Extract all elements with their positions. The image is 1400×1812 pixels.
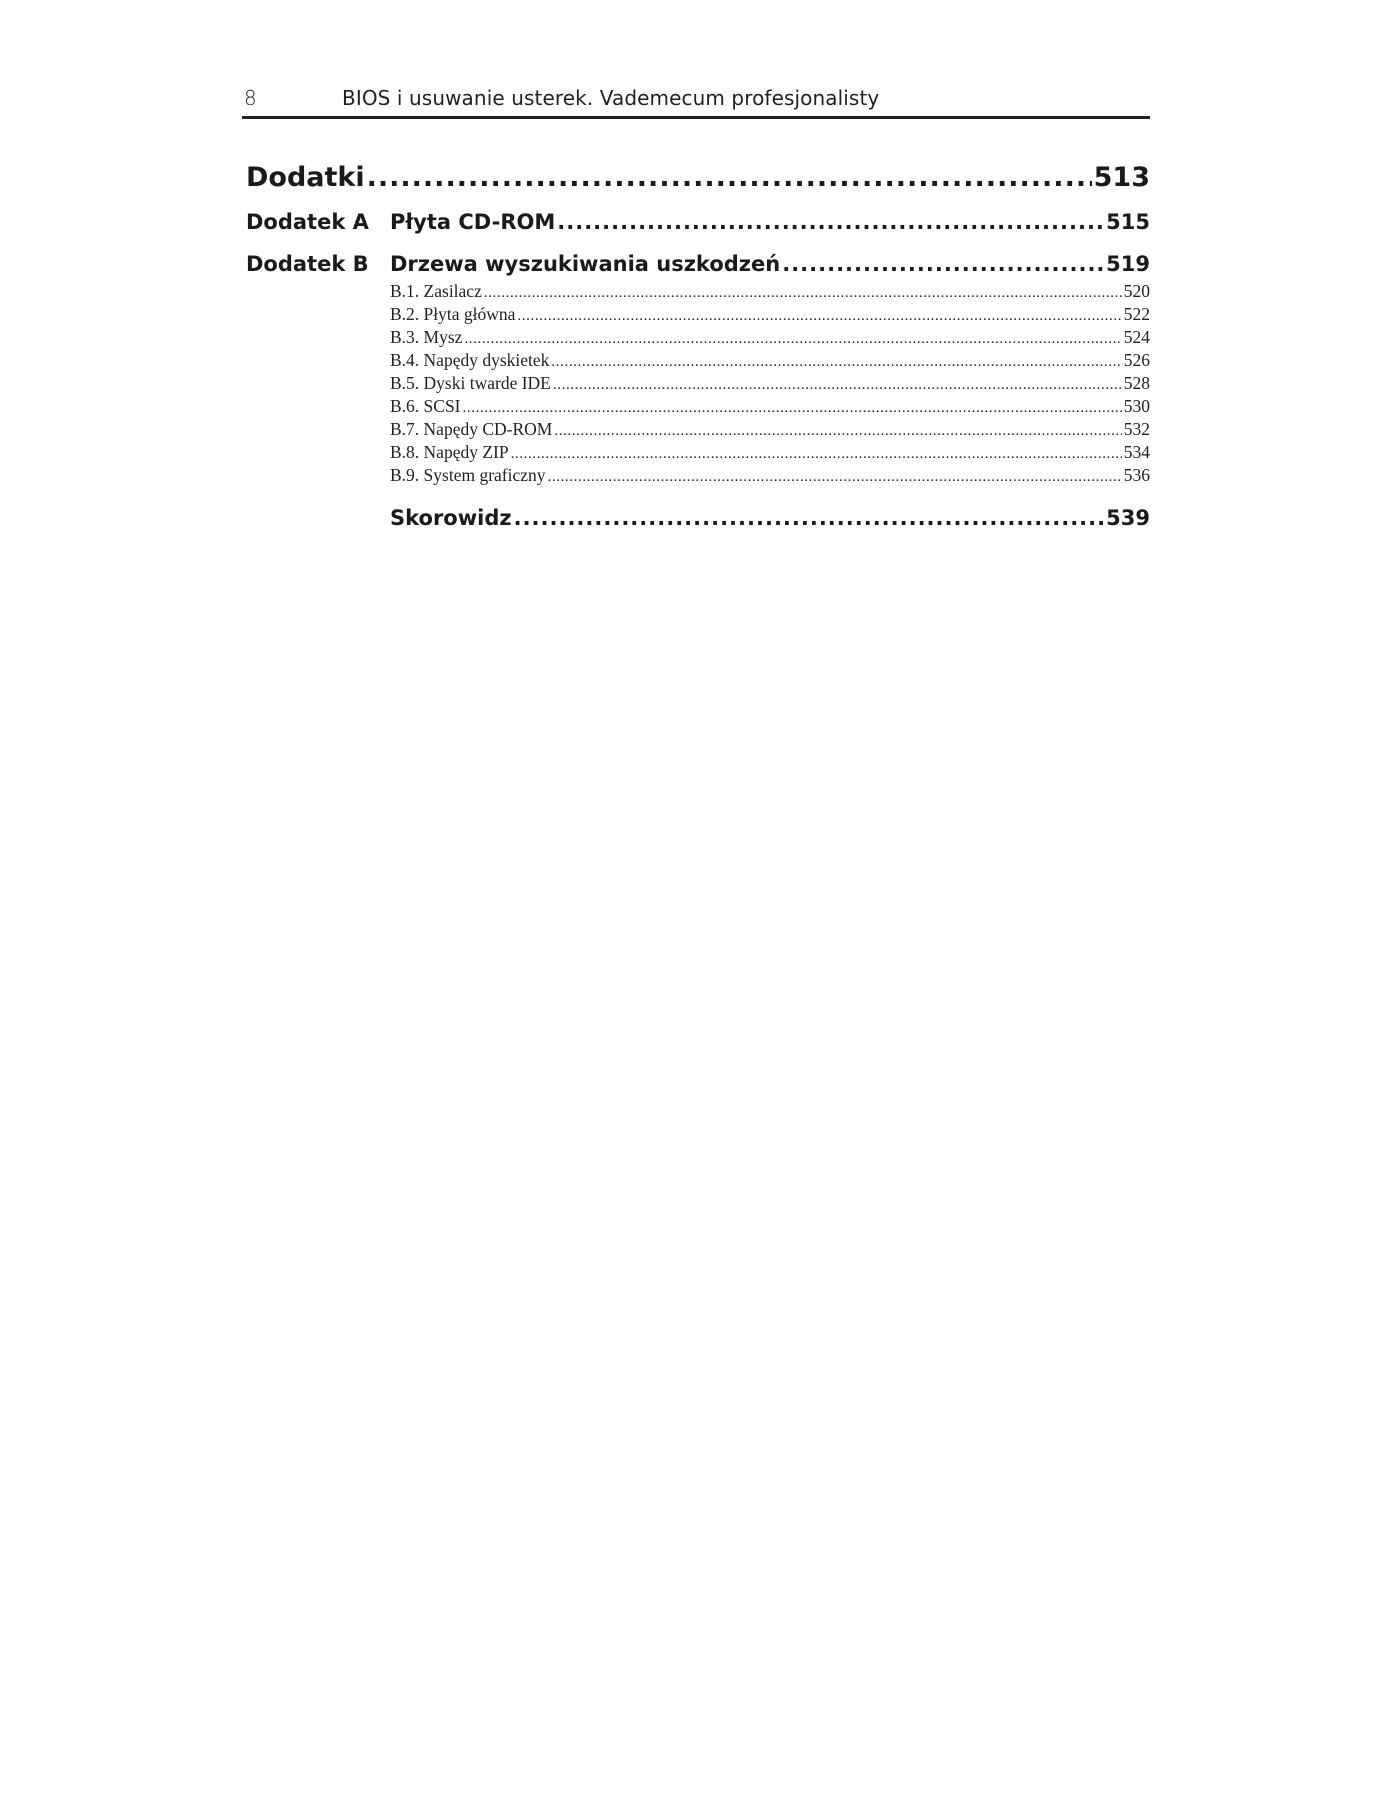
dot-leader	[554, 423, 1121, 440]
section-page: 524	[1123, 327, 1150, 347]
toc-entry-section[interactable]	[390, 304, 1150, 325]
dot-leader	[782, 252, 1104, 276]
toc-entry-appendix-a[interactable]	[390, 210, 1150, 234]
section-title: B.1. Zasilacz	[390, 281, 482, 301]
dot-leader	[367, 162, 1092, 193]
dot-leader	[517, 308, 1121, 325]
section-title: B.8. Napędy ZIP	[390, 442, 509, 462]
dot-leader	[553, 377, 1122, 394]
part-page: 513	[1093, 162, 1150, 193]
index-title: Skorowidz	[390, 506, 512, 530]
section-page: 536	[1123, 465, 1150, 485]
running-title: BIOS i usuwanie usterek. Vademecum profesjonalisty	[342, 86, 880, 110]
section-title: B.4. Napędy dyskietek	[390, 350, 550, 370]
toc-entry-section[interactable]	[390, 350, 1150, 371]
index-page: 539	[1106, 506, 1150, 530]
section-page: 534	[1123, 442, 1150, 462]
section-page: 532	[1123, 419, 1150, 439]
toc-entry-part[interactable]	[246, 162, 1150, 193]
toc-entry-section[interactable]	[390, 281, 1150, 302]
appendix-title: Płyta CD-ROM	[390, 210, 556, 234]
section-page: 530	[1123, 396, 1150, 416]
section-page: 520	[1123, 281, 1150, 301]
section-page: 528	[1123, 373, 1150, 393]
toc-entry-section[interactable]	[390, 419, 1150, 440]
dot-leader	[551, 354, 1121, 371]
dot-leader	[557, 210, 1104, 234]
section-title: B.9. System graficzny	[390, 465, 546, 485]
dot-leader	[511, 446, 1122, 463]
part-title: Dodatki	[246, 162, 365, 193]
section-title: B.2. Płyta główna	[390, 304, 516, 324]
toc-entry-section[interactable]	[390, 465, 1150, 486]
appendix-page: 519	[1106, 252, 1150, 276]
section-title: B.5. Dyski twarde IDE	[390, 373, 551, 393]
running-header	[242, 82, 1150, 118]
dot-leader	[514, 506, 1105, 530]
dot-leader	[464, 331, 1121, 348]
appendix-label-a: Dodatek A	[246, 210, 369, 234]
appendix-page: 515	[1106, 210, 1150, 234]
toc-entry-section[interactable]	[390, 327, 1150, 348]
section-title: B.6. SCSI	[390, 396, 461, 416]
appendix-label-b: Dodatek B	[246, 252, 369, 276]
header-rule	[242, 116, 1150, 119]
page-number: 8	[244, 86, 257, 110]
dot-leader	[463, 400, 1122, 417]
toc-entry-section[interactable]	[390, 396, 1150, 417]
section-page: 526	[1123, 350, 1150, 370]
toc-entry-section[interactable]	[390, 442, 1150, 463]
section-page: 522	[1123, 304, 1150, 324]
toc-entry-section[interactable]	[390, 373, 1150, 394]
dot-leader	[548, 469, 1122, 486]
section-title: B.7. Napędy CD-ROM	[390, 419, 553, 439]
dot-leader	[484, 285, 1122, 302]
toc-entry-index[interactable]	[390, 506, 1150, 530]
section-title: B.3. Mysz	[390, 327, 463, 347]
appendix-title: Drzewa wyszukiwania uszkodzeń	[390, 252, 781, 276]
toc-entry-appendix-b[interactable]	[390, 252, 1150, 276]
